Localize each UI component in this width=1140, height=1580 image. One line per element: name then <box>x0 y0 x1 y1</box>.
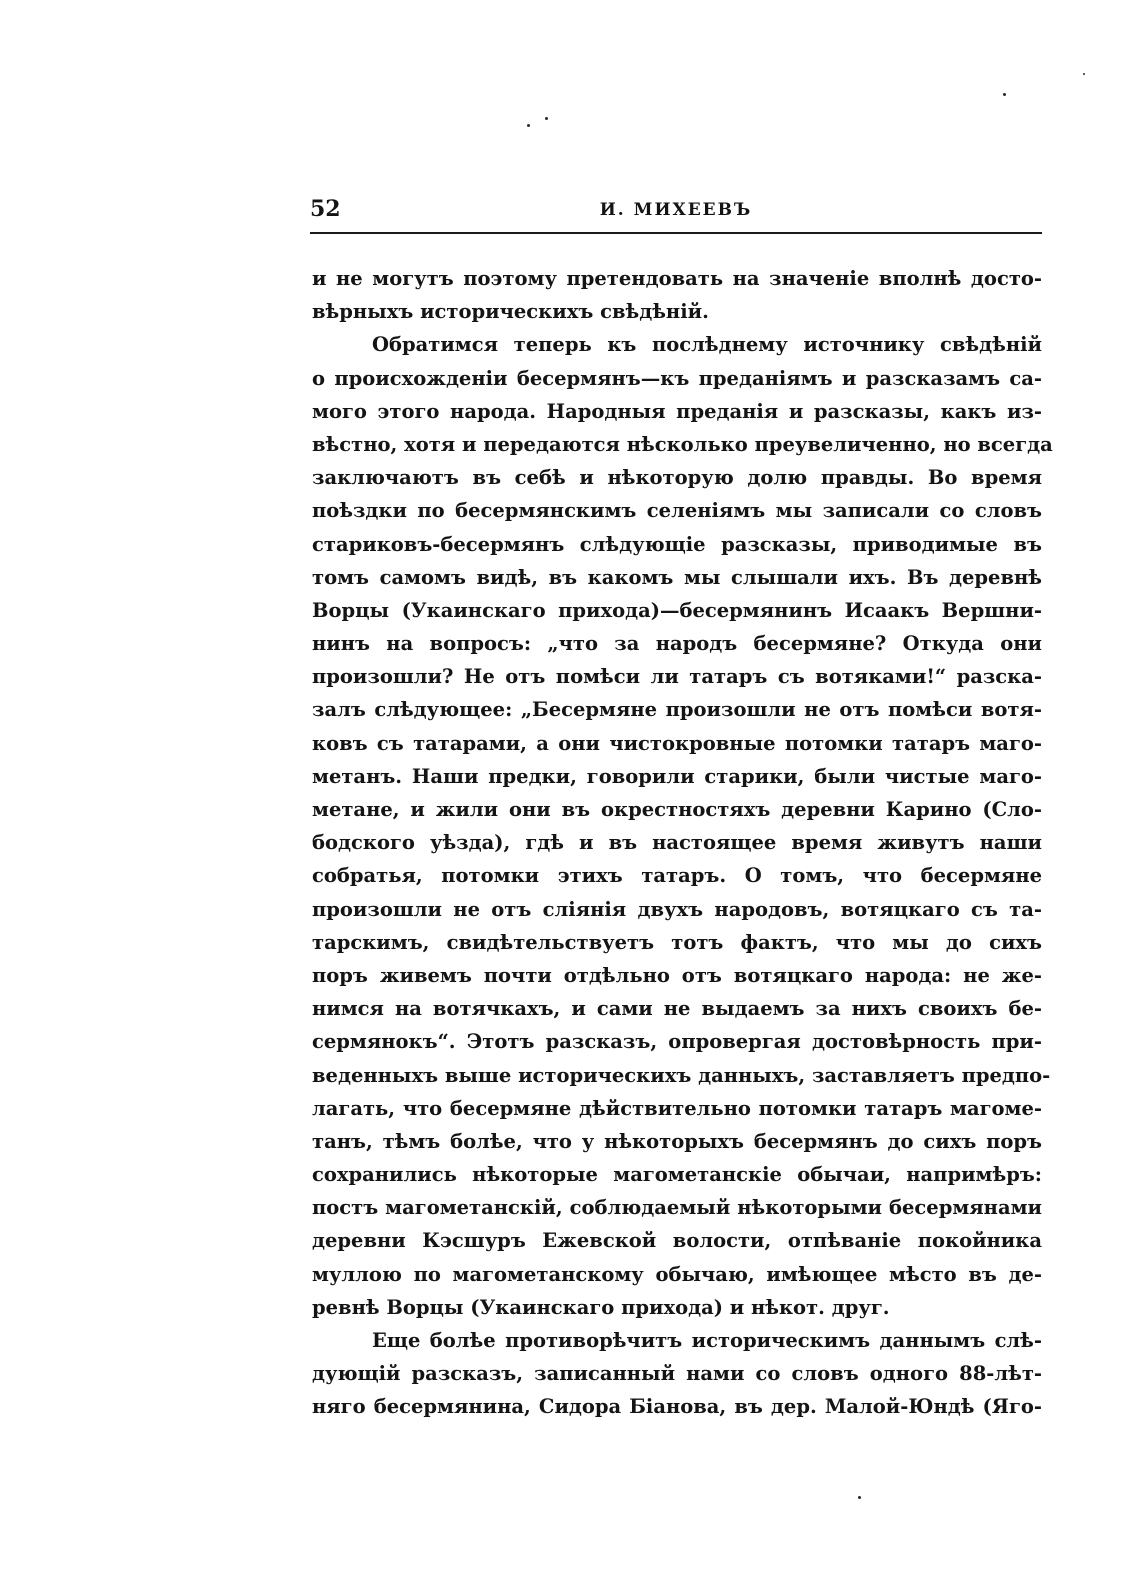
text-line: лагать, что бесермяне дѣйствительно потомки татаръ магоме- <box>312 1096 1042 1120</box>
text-line: вѣрныхъ историческихъ свѣдѣній. <box>312 300 709 324</box>
text-line: муллою по магометанскому обычаю, имѣющее мѣсто въ де- <box>312 1262 1042 1286</box>
text-line: томъ самомъ видѣ, въ какомъ мы слышали ихъ. Въ деревнѣ <box>312 565 1042 589</box>
scan-speck <box>527 124 530 127</box>
text-line: вѣстно, хотя и передаются нѣсколько преувеличенно, но всегда <box>312 432 1053 456</box>
text-line: мого этого народа. Народныя преданія и разсказы, какъ из- <box>312 399 1042 423</box>
text-line: о происхожденіи бесермянъ—къ преданіямъ и разсказамъ са- <box>312 366 1042 390</box>
text-line: ковъ съ татарами, а они чистокровные потомки татаръ маго- <box>312 731 1042 755</box>
text-line: Еще болѣе противорѣчитъ историческимъ даннымъ слѣ- <box>372 1329 1042 1352</box>
scan-speck <box>1083 73 1085 75</box>
text-line: собратья, потомки этихъ татаръ. О томъ, что бесермяне <box>312 864 1042 888</box>
text-line: стариковъ-бесермянъ слѣдующіе разсказы, приводимые въ <box>312 532 1042 556</box>
text-line: сермянокъ“. Этотъ разсказъ, опровергая достовѣрность при- <box>312 1030 1042 1054</box>
scan-speck <box>545 117 548 120</box>
page-header <box>310 196 1042 228</box>
text-line: Ворцы (Укаинскаго прихода)—бесермянинъ Исаакъ Вершни- <box>312 598 1042 622</box>
text-line: поръ живемъ почти отдѣльно отъ вотяцкаго народа: не же- <box>312 963 1042 987</box>
text-line: поѣздки по бесермянскимъ селеніямъ мы записали со словъ <box>312 499 1042 523</box>
running-head: И. МИХЕЕВЪ <box>599 200 753 220</box>
text-line: дующій разсказъ, записанный нами со словъ одного 88-лѣт- <box>312 1362 1042 1386</box>
text-line: веденныхъ выше историческихъ данныхъ, заставляетъ предпо- <box>312 1063 1051 1087</box>
text-line: залъ слѣдующее: „Бесермяне произошли не отъ помѣси вотя- <box>312 698 1042 722</box>
page-number: 52 <box>310 196 341 222</box>
text-line: тарскимъ, свидѣтельствуетъ тотъ фактъ, что мы до сихъ <box>312 930 1042 954</box>
text-line: ревнѣ Ворцы (Укаинскаго прихода) и нѣкот. друг. <box>312 1295 890 1319</box>
text-line: метане, и жили они въ окрестностяхъ деревни Карино (Сло- <box>312 798 1042 821</box>
text-line: деревни Кэсшуръ Ежевской волости, отпѣваніе покойника <box>312 1229 1042 1253</box>
text-line: произошли не отъ слiянія двухъ народовъ, вотяцкаго съ та- <box>312 897 1042 921</box>
text-line: сохранились нѣкоторые магометанскіе обычаи, напримѣръ: <box>312 1163 1042 1187</box>
text-line: постъ магометанскій, соблюдаемый нѣкоторыми бесермянами <box>312 1196 1042 1220</box>
scan-speck <box>858 1496 861 1499</box>
text-line: заключаютъ въ себѣ и нѣкоторую долю правды. Во время <box>312 466 1042 490</box>
scan-speck <box>1003 93 1006 96</box>
text-line: нимся на вотячкахъ, и сами не выдаемъ за нихъ своихъ бе- <box>312 997 1042 1021</box>
text-line: Обратимся теперь къ послѣднему источнику свѣдѣній <box>372 333 1042 357</box>
body-text <box>312 262 1053 1424</box>
text-line: нинъ на вопросъ: „что за народъ бесермяне? Откуда они <box>312 632 1042 656</box>
text-line: произошли? Не отъ помѣси ли татаръ съ вотяками!“ разска- <box>312 665 1042 689</box>
text-line: и не могутъ поэтому претендовать на значеніе вполнѣ досто- <box>312 267 1042 290</box>
header-rule <box>310 232 1042 234</box>
text-line: бодского уѣзда), гдѣ и въ настоящее время живутъ наши <box>312 831 1042 855</box>
text-line: няго бесермянина, Сидора Біанова, въ дер. Малой-Юндѣ (Яго- <box>312 1395 1042 1419</box>
text-line: танъ, тѣмъ болѣе, что у нѣкоторыхъ бесермянъ до сихъ поръ <box>312 1129 1042 1153</box>
text-line: метанъ. Наши предки, говорили старики, были чистые маго- <box>312 764 1042 788</box>
